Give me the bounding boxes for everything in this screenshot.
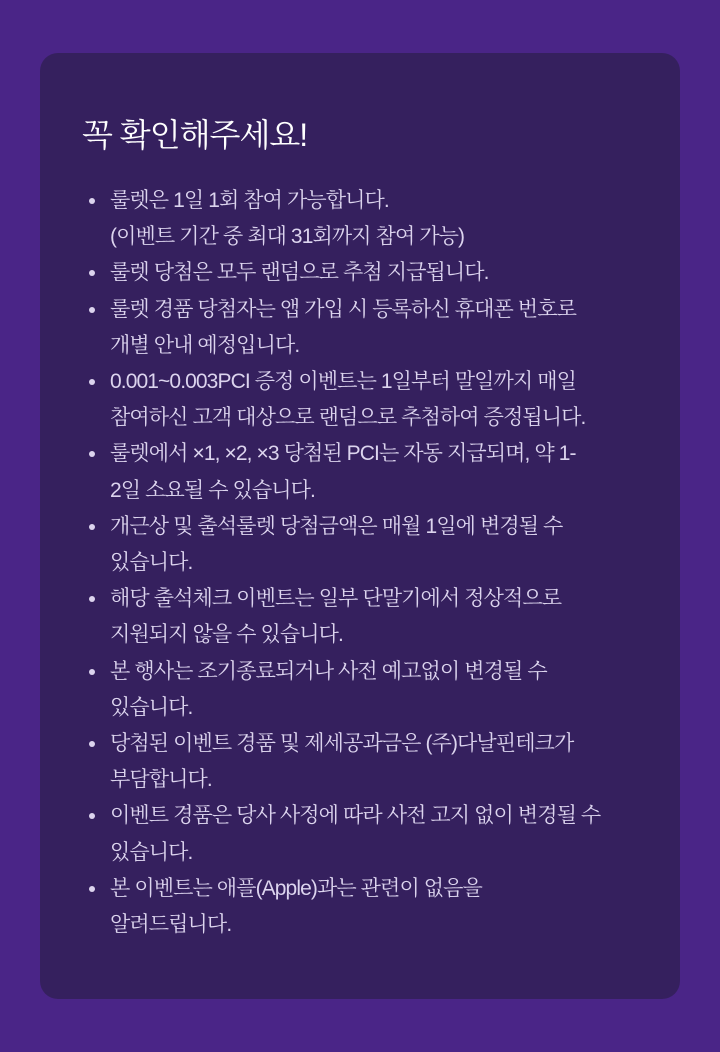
notice-item xyxy=(82,581,644,653)
notice-item-line: 해당 출석체크 이벤트는 일부 단말기에서 정상적으로 xyxy=(110,587,562,611)
notice-item-line: 룰렛에서 ×1, ×2, ×3 당첨된 PCI는 자동 지급되며, 약 1- xyxy=(110,442,576,466)
notice-item-line: 이벤트 경품은 당사 사정에 따라 사전 고지 없이 변경될 수 xyxy=(110,804,601,828)
notice-item xyxy=(82,364,644,436)
notice-item xyxy=(82,255,644,291)
notice-item-line: 있습니다. xyxy=(110,695,193,719)
notice-item xyxy=(82,871,644,943)
notice-item-line: 룰렛은 1일 1회 참여 가능합니다. xyxy=(110,189,389,212)
notice-item xyxy=(82,798,644,870)
notice-item-line: 룰렛 당첨은 모두 랜덤으로 추첨 지급됩니다. xyxy=(110,261,489,285)
notice-item-line: 알려드립니다. xyxy=(110,913,232,937)
notice-item-line: 룰렛 경품 당첨자는 앱 가입 시 등록하신 휴대폰 번호로 xyxy=(110,297,576,321)
notice-item-line: 2일 소요될 수 있습니다. xyxy=(110,478,315,502)
notice-item-line: 참여하신 고객 대상으로 랜덤으로 추첨하여 증정됩니다. xyxy=(110,406,586,430)
notice-item-line: (이벤트 기간 중 최대 31회까지 참여 가능) xyxy=(110,225,465,249)
notice-item-line: 본 이벤트는 애플(Apple)과는 관련이 없음을 xyxy=(110,876,482,900)
notice-item-line: 지원되지 않을 수 있습니다. xyxy=(110,623,343,647)
notice-title: 꼭 확인해주세요! xyxy=(82,117,308,153)
notice-item-line: 본 행사는 조기종료되거나 사전 예고없이 변경될 수 xyxy=(110,659,547,683)
notice-item-line: 있습니다. xyxy=(110,840,193,864)
notice-item xyxy=(82,292,644,364)
notice-item xyxy=(82,436,644,508)
notice-item xyxy=(82,183,644,255)
notice-item xyxy=(82,509,644,581)
notice-card xyxy=(40,53,680,999)
notice-item-line: 개근상 및 출석룰렛 당첨금액은 매월 1일에 변경될 수 xyxy=(110,514,563,538)
notice-list xyxy=(82,183,644,943)
notice-item-line: 당첨된 이벤트 경품 및 제세공과금은 (주)다날핀테크가 xyxy=(110,732,574,756)
notice-item-line: 0.001~0.003PCI 증정 이벤트는 1일부터 말일까지 매일 xyxy=(110,370,577,394)
notice-item xyxy=(82,726,644,798)
notice-item-line: 부담합니다. xyxy=(110,768,212,792)
notice-item-line: 있습니다. xyxy=(110,551,193,575)
notice-item xyxy=(82,654,644,726)
notice-item-line: 개별 안내 예정입니다. xyxy=(110,333,300,357)
